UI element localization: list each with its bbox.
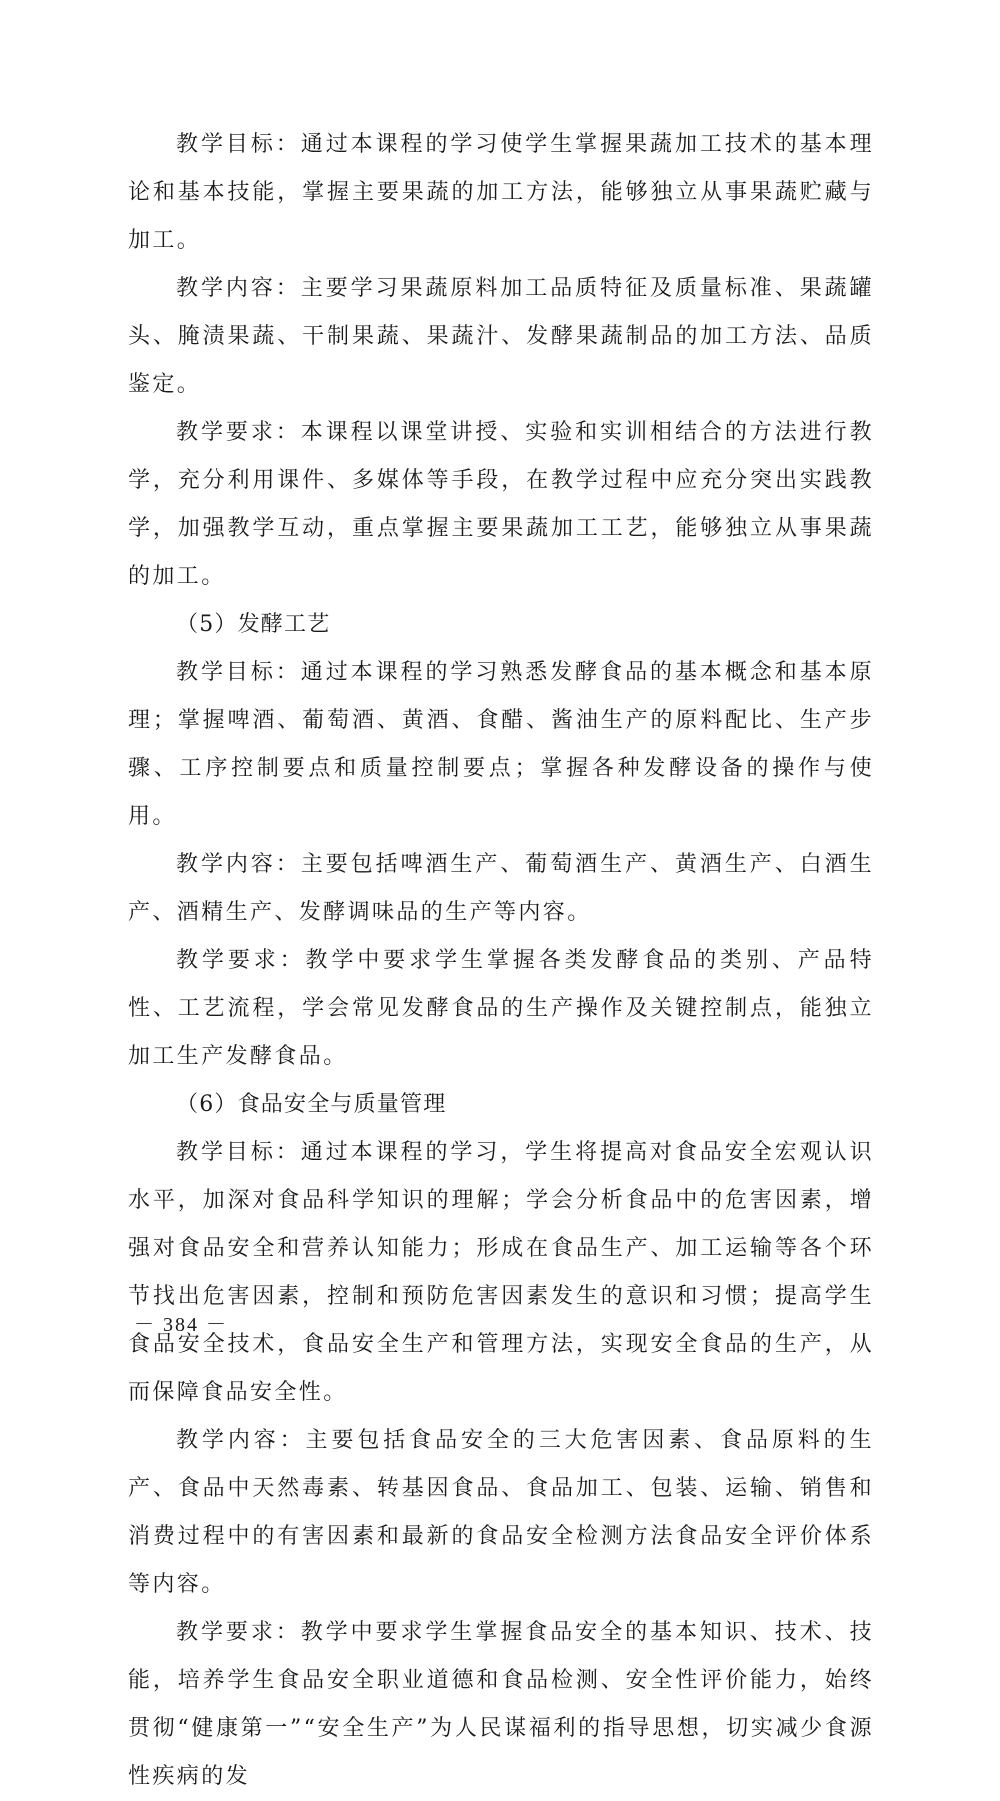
paragraph-fermentation-requirements: 教学要求：教学中要求学生掌握各类发酵食品的类别、产品特性、工艺流程，学会常见发酵食品的生产操作及关键控制点，能独立加工生产发酵食品。 (128, 948, 874, 1069)
paragraph-fruit-veg-content: 教学内容：主要学习果蔬原料加工品质特征及质量标准、果蔬罐头、腌渍果蔬、干制果蔬、果蔬汁、发酵果蔬制品的加工方法、品质鉴定。 (128, 276, 874, 397)
paragraph-fermentation-content: 教学内容：主要包括啤酒生产、葡萄酒生产、黄酒生产、白酒生产、酒精生产、发酵调味品的生产等内容。 (128, 852, 874, 925)
paragraph-fermentation-goal: 教学目标：通过本课程的学习熟悉发酵食品的基本概念和基本原理；掌握啤酒、葡萄酒、黄酒、食醋、酱油生产的原料配比、生产步骤、工序控制要点和质量控制要点；掌握各种发酵设备的操作与使用。 (128, 660, 874, 829)
paragraph-food-safety-content: 教学内容：主要包括食品安全的三大危害因素、食品原料的生产、食品中天然毒素、转基因食品、食品加工、包装、运输、销售和消费过程中的有害因素和最新的食品安全检测方法食品安全评价体系等内容。 (128, 1428, 874, 1597)
paragraph-food-safety-goal: 教学目标：通过本课程的学习，学生将提高对食品安全宏观认识水平，加深对食品科学知识的理解；学会分析食品中的危害因素，增强对食品安全和营养认知能力；形成在食品生产、加工运输等各个环节找出危害因素，控制和预防危害因素发生的意识和习惯；提高学生食品安全技术，食品安全生产和管理方法，实现安全食品的生产，从而保障食品安全性。 (128, 1140, 874, 1405)
section-heading-food-safety: （6）食品安全与质量管理 (176, 1092, 447, 1117)
page-number: － 384 － (134, 1314, 228, 1336)
paragraph-food-safety-requirements: 教学要求：教学中要求学生掌握食品安全的基本知识、技术、技能，培养学生食品安全职业道德和食品检测、安全性评价能力，始终贯彻“健康第一”“安全生产”为人民谋福利的指导思想，切实减少食源性疾病的发 (128, 1620, 874, 1789)
body-text (128, 121, 874, 1801)
section-heading-fermentation: （5）发酵工艺 (176, 612, 331, 637)
paragraph-fruit-veg-requirements: 教学要求：本课程以课堂讲授、实验和实训相结合的方法进行教学，充分利用课件、多媒体等手段，在教学过程中应充分突出实践教学，加强教学互动，重点掌握主要果蔬加工工艺，能够独立从事果蔬的加工。 (128, 420, 874, 589)
paragraph-fruit-veg-goal: 教学目标：通过本课程的学习使学生掌握果蔬加工技术的基本理论和基本技能，掌握主要果蔬的加工方法，能够独立从事果蔬贮藏与加工。 (128, 132, 874, 253)
